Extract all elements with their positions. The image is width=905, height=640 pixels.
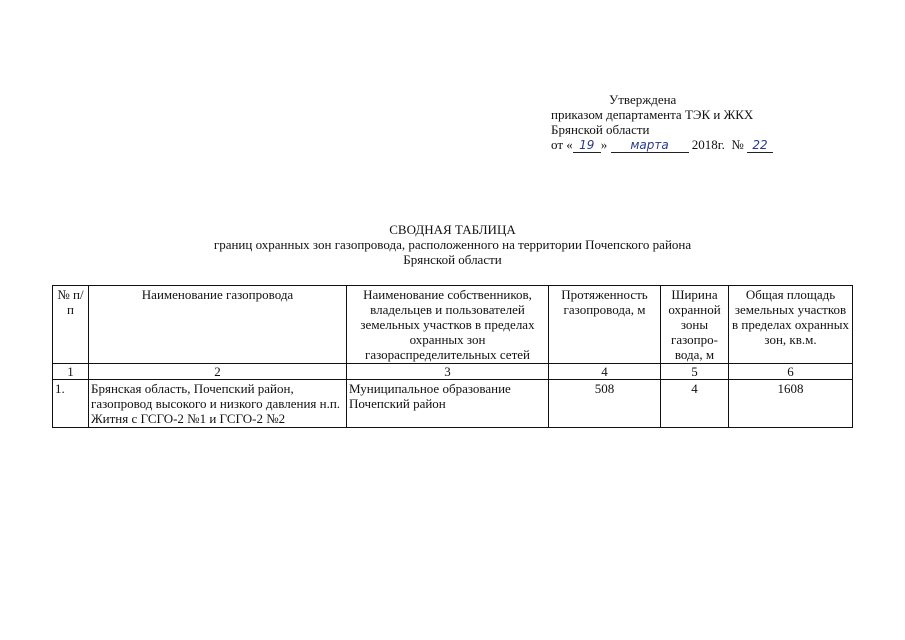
cell-total-area: 1608 — [729, 380, 853, 428]
summary-table — [52, 285, 853, 428]
cell-length: 508 — [549, 380, 661, 428]
cell-pipeline-name: Брянская область, Почепский район, газопровод высокого и низкого давления н.п. Житня с ГСГО-2 №1 и ГСГО-2 №2 — [89, 380, 347, 428]
cell-owners: Муниципальное образование Почепский район — [347, 380, 549, 428]
handwritten-month: марта — [611, 139, 689, 153]
document-title-block — [0, 222, 905, 267]
column-number-row — [53, 364, 853, 380]
handwritten-order-number: 22 — [747, 139, 773, 153]
column-number: 6 — [729, 364, 853, 380]
table-header-row — [53, 286, 853, 364]
column-number: 3 — [347, 364, 549, 380]
approval-stamp — [551, 92, 851, 153]
header-length: Протяженность газопровода, м — [549, 286, 661, 364]
column-number: 4 — [549, 364, 661, 380]
header-owners: Наименование собственников, владельцев и пользователей земельных участков в пределах охранных зон газораспределительных сетей — [347, 286, 549, 364]
order-number-label: № — [731, 137, 744, 152]
date-mid: » — [600, 137, 608, 152]
date-year: 2018г. — [691, 137, 725, 152]
approval-region-line: Брянской области — [551, 122, 650, 137]
table-row — [53, 380, 853, 428]
column-number: 5 — [661, 364, 729, 380]
header-row-number: № п/п — [53, 286, 89, 364]
header-total-area: Общая площадь земельных участков в пределах охранных зон, кв.м. — [729, 286, 853, 364]
document-subtitle-line1: границ охранных зон газопровода, расположенного на территории Почепского района — [213, 237, 692, 252]
document-subtitle-line2: Брянской области — [403, 252, 502, 267]
column-number: 1 — [53, 364, 89, 380]
approval-date-line — [551, 137, 851, 153]
header-pipeline-name: Наименование газопровода — [89, 286, 347, 364]
handwritten-day: 19 — [573, 139, 601, 153]
approval-heading: Утверждена — [609, 92, 677, 107]
approval-order-line: приказом департамента ТЭК и ЖКХ — [551, 107, 754, 122]
document-title: СВОДНАЯ ТАБЛИЦА — [389, 222, 516, 237]
header-zone-width: Ширина охранной зоны газопро-вода, м — [661, 286, 729, 364]
date-prefix: от « — [551, 137, 573, 152]
cell-zone-width: 4 — [661, 380, 729, 428]
cell-row-number: 1. — [53, 380, 89, 428]
column-number: 2 — [89, 364, 347, 380]
